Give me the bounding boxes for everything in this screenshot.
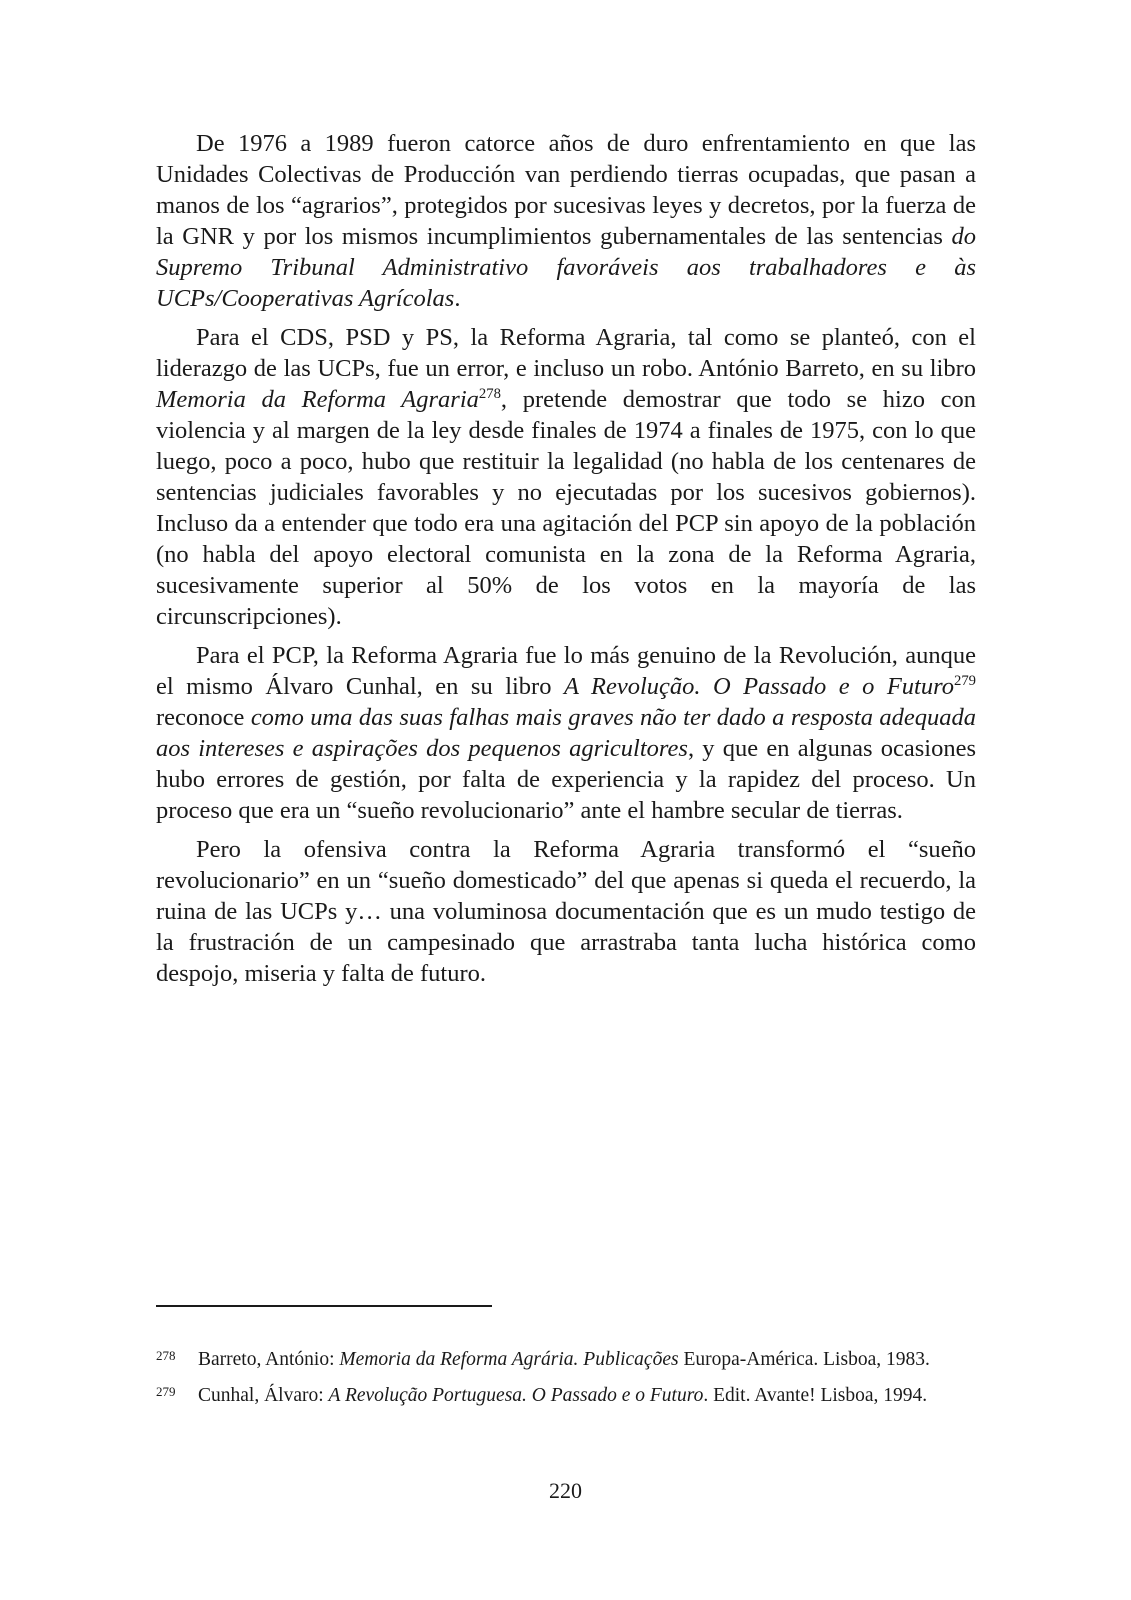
italic-text: A Revolução. O Passado e o Futuro (563, 673, 954, 700)
text-run: Pero la ofensiva contra la Reforma Agraria transformó el “sueño revolucionario” en un “sueño domesticado” del que apenas si queda el recuerdo, la ruina de las UCPs y… una voluminosa documentación que es un mudo testigo de la frustración de un campesinado que arrastraba tanta lucha histórica como despojo, miseria y falta de futuro. (156, 836, 976, 987)
footnote (156, 1347, 976, 1372)
paragraph (156, 128, 976, 314)
footnote-divider (156, 1305, 492, 1307)
paragraph (156, 834, 976, 989)
text-run: , y que en algunas ocasiones hubo errores de gestión, por falta de experiencia y la rapidez del proceso. Un proceso que era un “sueño revolucionario” ante el hambre secular de tierras. (156, 735, 976, 824)
italic-text: Memoria da Reforma Agrária. Publicações (339, 1349, 679, 1370)
text-run: Cunhal, Álvaro: (198, 1385, 329, 1406)
paragraph (156, 322, 976, 632)
page-number: 220 (549, 1478, 582, 1503)
footnote-text (198, 1347, 976, 1372)
italic-text: A Revolução Portuguesa. O Passado e o Futuro (328, 1385, 704, 1406)
text-run: Barreto, António: (198, 1349, 340, 1370)
footnote-ref[interactable]: 279 (953, 672, 977, 689)
italic-text: do Supremo Tribunal Administrativo favoráveis aos trabalhadores e às UCPs/Cooperativas Agrícolas (156, 223, 976, 312)
body-text (156, 128, 976, 997)
text-run: Europa-América. Lisboa, 1983. (678, 1349, 930, 1370)
footnote-number: 279 (156, 1384, 176, 1399)
text-run: De 1976 a 1989 fueron catorce años de duro enfrentamiento en que las Unidades Colectivas de Producción van perdiendo tierras ocupadas, que pasan a manos de los “agrarios”, protegidos por sucesivas leyes y decretos, por la fuerza de la GNR y por los mismos incumplimientos gubernamentales de las sentencias (156, 130, 976, 250)
footnote-text (198, 1383, 976, 1408)
italic-text: Memoria da Reforma Agraria (156, 386, 479, 413)
text-run: . (454, 285, 461, 312)
text-run: . Edit. Avante! Lisboa, 1994. (703, 1385, 928, 1406)
italic-text: como uma das suas falhas mais graves não ter dado a resposta adequada aos intereses e aspirações dos pequenos agricultores (156, 704, 976, 762)
footnotes (156, 1347, 976, 1419)
text-run: Para el PCP, la Reforma Agraria fue lo más genuino de la Revolución, aunque el mismo Álvaro Cunhal, en su libro (156, 642, 976, 700)
footnote-number: 278 (156, 1348, 176, 1363)
footnote-ref[interactable]: 278 (478, 385, 501, 402)
paragraph (156, 640, 976, 826)
text-run: Para el CDS, PSD y PS, la Reforma Agraria, tal como se planteó, con el liderazgo de las UCPs, fue un error, e incluso un robo. António Barreto, en su libro (156, 324, 976, 382)
footnote (156, 1383, 976, 1408)
text-run: reconoce (156, 704, 251, 731)
text-run: , pretende demostrar que todo se hizo con violencia y al margen de la ley desde finales de 1974 a finales de 1975, con lo que luego, poco a poco, hubo que restituir la legalidad (no habla de los centenares de sentencias judiciales favorables y no ejecutadas por los sucesivos gobiernos). Incluso da a entender que todo era una agitación del PCP sin apoyo de la población (no habla del apoyo electoral comunista en la zona de la Reforma Agraria, sucesivamente superior al 50% de los votos en la mayoría de las circunscripciones). (156, 386, 977, 630)
